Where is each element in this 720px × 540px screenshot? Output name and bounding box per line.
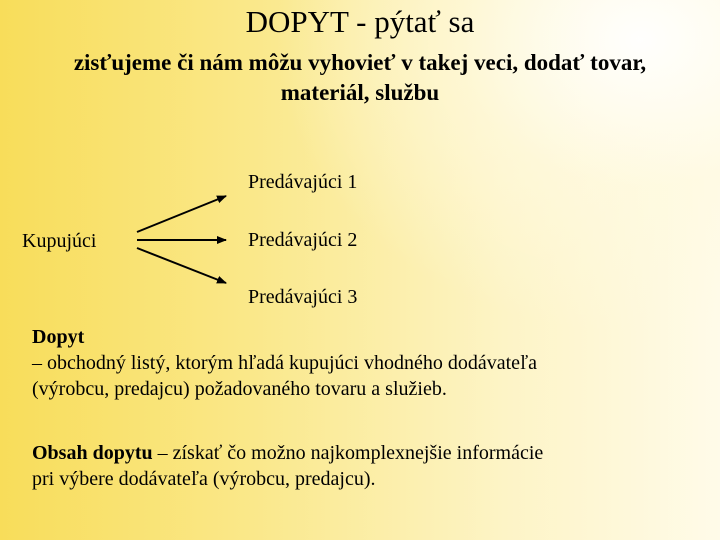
slide-title: DOPYT - pýtať sa xyxy=(245,4,475,39)
arrow-to-seller-3 xyxy=(137,248,226,283)
arrow-to-seller-1 xyxy=(137,196,226,232)
definition-line-2: (výrobcu, predajcu) požadovaného tovaru a služieb. xyxy=(32,378,447,400)
seller-2-label: Predávajúci 2 xyxy=(248,229,358,251)
content-line-1-text: – získať čo možno najkomplexnejšie informácie xyxy=(152,442,544,464)
content-term: Obsah dopytu xyxy=(32,442,153,464)
seller-3-label: Predávajúci 3 xyxy=(248,286,358,308)
content-paragraph xyxy=(32,440,692,492)
buyer-label: Kupujúci xyxy=(22,230,97,252)
content-line-1 xyxy=(32,440,692,466)
subtitle-line-2: materiál, službu xyxy=(280,80,440,105)
seller-1-label: Predávajúci 1 xyxy=(248,171,358,193)
definition-term: Dopyt xyxy=(32,326,85,348)
definition-line-1: – obchodný listý, ktorým hľadá kupujúci vhodného dodávateľa xyxy=(32,352,538,374)
definition-paragraph xyxy=(32,324,692,402)
subtitle-line-1: zisťujeme či nám môžu vyhovieť v takej veci, dodať tovar, xyxy=(73,50,647,75)
content-line-2: pri výbere dodávateľa (výrobcu, predajcu). xyxy=(32,468,376,490)
